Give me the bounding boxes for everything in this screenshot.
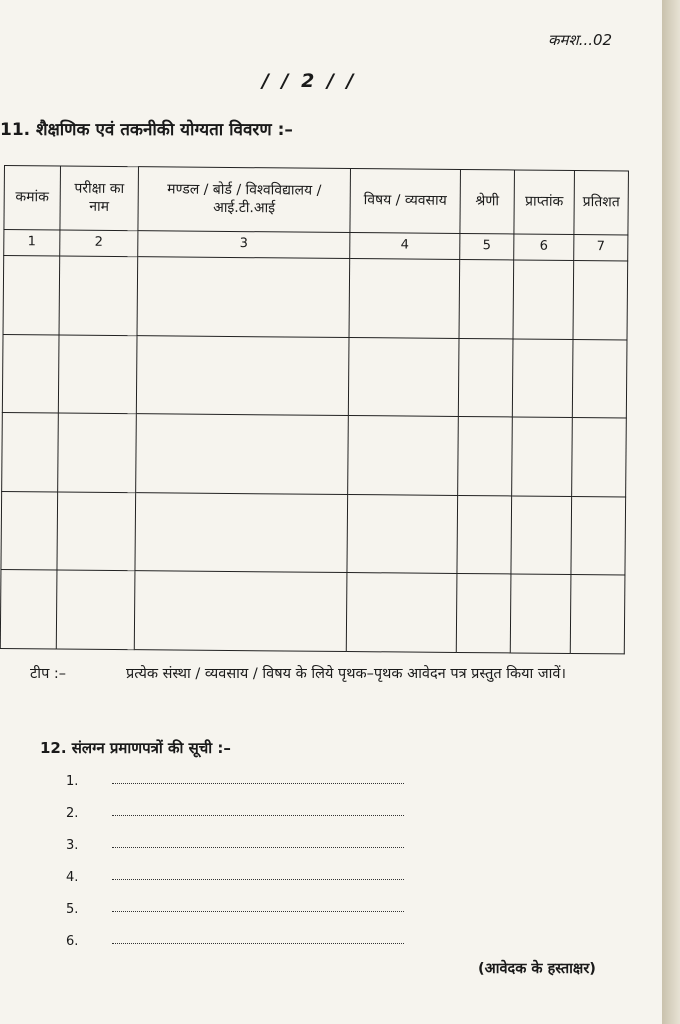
table-cell[interactable]	[510, 574, 571, 653]
table-row	[2, 413, 627, 497]
list-item	[60, 770, 420, 802]
table-cell[interactable]	[456, 574, 511, 653]
column-number: 6	[514, 234, 574, 261]
qualification-table	[0, 165, 629, 654]
table-cell[interactable]	[135, 492, 348, 572]
page-number: / / 2 / /	[262, 70, 357, 92]
table-row	[3, 256, 628, 340]
list-item	[60, 898, 420, 930]
table-row	[2, 334, 627, 418]
table-cell[interactable]	[134, 571, 347, 651]
list-item	[60, 834, 420, 866]
list-item-number: 5.	[66, 902, 79, 917]
table-cell[interactable]	[512, 417, 573, 496]
list-item	[60, 802, 420, 834]
table-cell[interactable]	[458, 417, 513, 496]
table-cell[interactable]	[56, 570, 135, 649]
table-cell[interactable]	[512, 339, 573, 418]
column-header-marks: प्राप्तांक	[514, 170, 575, 235]
dotted-fill-line[interactable]	[112, 934, 404, 944]
table-cell[interactable]	[2, 334, 59, 413]
column-number: 2	[60, 230, 138, 257]
table-cell[interactable]	[572, 339, 627, 418]
table-row	[1, 491, 626, 575]
table-cell[interactable]	[346, 573, 457, 653]
column-number: 1	[4, 230, 60, 256]
dotted-fill-line[interactable]	[112, 870, 404, 880]
list-item	[60, 930, 420, 962]
list-item-number: 2.	[66, 806, 79, 821]
certificate-list	[60, 770, 420, 962]
table-row	[0, 570, 625, 654]
list-item-number: 1.	[66, 774, 79, 789]
table-cell[interactable]	[58, 335, 137, 414]
column-header-board-university: मण्डल / बोर्ड / विश्वविद्यालय / आई.टी.आई	[138, 167, 351, 233]
column-header-subject: विषय / व्यवसाय	[350, 169, 461, 234]
table-cell[interactable]	[2, 413, 59, 492]
table-cell[interactable]	[458, 338, 513, 417]
table-cell[interactable]	[57, 492, 136, 571]
table-cell[interactable]	[348, 337, 459, 417]
serial-number: कमश...02	[548, 31, 613, 49]
column-header-serial: कमांक	[4, 166, 61, 230]
column-number: 3	[138, 231, 350, 259]
qualification-table-body	[0, 256, 627, 654]
table-cell[interactable]	[572, 418, 627, 497]
column-number: 5	[460, 233, 514, 259]
column-header-division: श्रेणी	[460, 169, 515, 233]
table-cell[interactable]	[59, 256, 138, 335]
tip-note	[30, 663, 620, 685]
tip-label: टीप :–	[30, 666, 67, 682]
table-cell[interactable]	[457, 495, 512, 574]
table-cell[interactable]	[136, 414, 349, 494]
table-cell[interactable]	[137, 257, 350, 337]
table-cell[interactable]	[349, 259, 460, 339]
table-cell[interactable]	[1, 491, 58, 570]
applicant-signature-label: (आवेदक के हस्ताक्षर)	[478, 961, 596, 977]
section-11-title: 11. शैक्षणिक एवं तकनीकी योग्यता विवरण :–	[0, 120, 293, 140]
column-number: 4	[350, 233, 460, 260]
table-cell[interactable]	[3, 256, 60, 335]
section-12-title: 12. संलग्न प्रमाणपत्रों की सूची :–	[40, 739, 231, 757]
dotted-fill-line[interactable]	[112, 902, 404, 912]
column-header-percentage: प्रतिशत	[574, 170, 629, 234]
column-header-exam-name: परीक्षा का नाम	[60, 166, 139, 231]
table-cell[interactable]	[347, 494, 458, 574]
table-cell[interactable]	[0, 570, 57, 649]
table-cell[interactable]	[570, 575, 625, 654]
table-cell[interactable]	[511, 496, 572, 575]
table-cell[interactable]	[136, 335, 349, 415]
table-cell[interactable]	[573, 260, 628, 339]
dotted-fill-line[interactable]	[112, 838, 404, 848]
table-cell[interactable]	[459, 259, 514, 338]
table-cell[interactable]	[58, 413, 137, 492]
table-cell[interactable]	[571, 496, 626, 575]
dotted-fill-line[interactable]	[112, 806, 404, 816]
dotted-fill-line[interactable]	[112, 774, 404, 784]
list-item	[60, 866, 420, 898]
paper-edge	[662, 0, 680, 1024]
list-item-number: 3.	[66, 838, 79, 853]
list-item-number: 4.	[66, 870, 79, 885]
column-number: 7	[574, 234, 628, 260]
tip-text: प्रत्येक संस्था / व्यवसाय / विषय के लिये पृथक–पृथक आवेदन पत्र प्रस्तुत किया जावें।	[126, 666, 566, 682]
list-item-number: 6.	[66, 934, 79, 949]
table-cell[interactable]	[348, 416, 459, 496]
table-cell[interactable]	[513, 260, 574, 339]
